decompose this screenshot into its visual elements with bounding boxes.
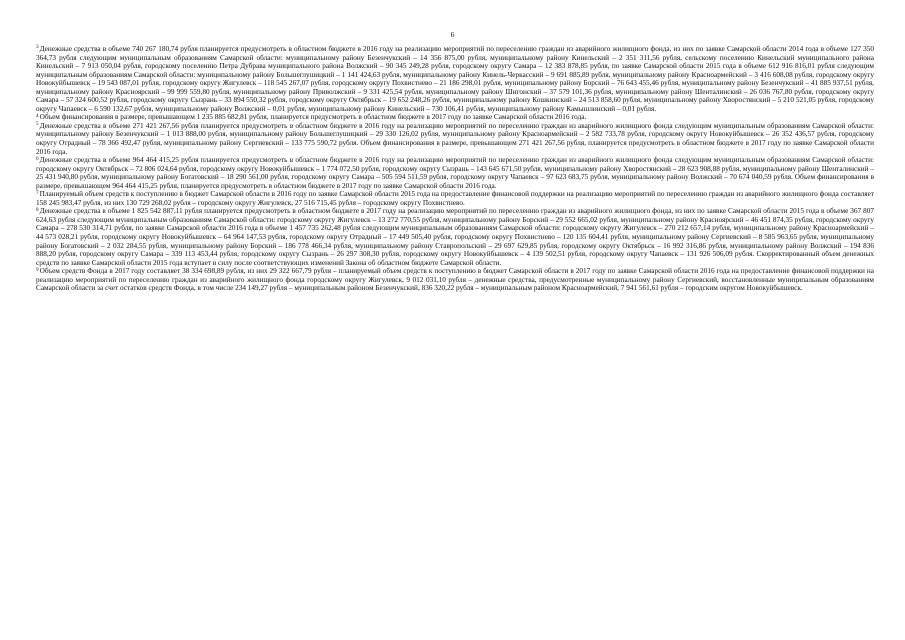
footnote-mark: 9: [36, 266, 39, 273]
footnote-9: [36, 267, 874, 293]
page-number: 6: [450, 30, 455, 39]
footnote-mark: 4: [36, 112, 39, 119]
footnote-mark: 8: [36, 206, 39, 213]
footnote-mark: 5: [36, 121, 39, 128]
footnote-text: Денежные средства в объеме 1 825 542 887,11 рубля планируется предусмотреть в областном бюджете в 2017 году на реализацию мероприятий по переселению граждан из аварийного жилищного фонда, из них по заявке Самарской области 2015 года в объеме 367 807 624,63 рубля следующим муниципальным образованиям Самарской области: городскому округу Жигулевск – 13 272 770,55 рубля, муниципальному району Борский – 29 552 665,02 рубля, муниципальному району Красноярский – 46 451 874,35 рубля, городскому округу Самара – 278 530 314,71 рубля, по заявке Самарской области 2016 года в объеме 1 457 735 262,48 рубля следующим муниципальным образованиям Самарской области: городскому округу Жигулевск – 270 212 657,14 рубля, муниципальному району Красноармейский – 44 573 028,21 рубля, городскому округу Новокуйбышевск – 64 964 147,53 рубля, городскому округу Отрадный – 17 449 505,40 рубля, городскому округу Похвистнево – 120 135 604,41 рубля, муниципальному району Сергиевский – 8 585 963,65 рубля, муниципальному району Богатовский – 2 032 284,55 рубля, муниципальному району Борский – 186 778 466,34 рубля, муниципальному району Ставропольский – 29 697 629,85 рубля, городскому округу Октябрьск – 16 992 316,86 рубля, муниципальному району Волжский – 194 836 888,20 рубля, городскому округу Самара – 339 113 453,44 рубля, городскому округу Сызрань – 26 297 308,30 рубля, городскому округу Новокуйбышевск – 4 139 502,51 рубля, городскому округу Чапаевск – 131 926 506,09 рубля. Скорректированный объем денежных средств по заявке Самарской области 2015 года вступает в силу после соответствующих изменений Закона об областном бюджете Самарской области.: [36, 207, 874, 267]
footnote-3: [36, 45, 874, 113]
footnote-6: [36, 156, 874, 190]
footnote-text: Денежные средства в объеме 964 464 415,25 рубля планируется предусмотреть в областном бюджете в 2016 году на реализацию мероприятий по переселению граждан из аварийного жилищного фонда следующим муниципальным образованиям Самарской области: городскому округу Октябрьск – 72 806 024,64 рубля, городскому округу Новокуйбышевск – 1 774 072,50 рубля, городскому округу Сызрань – 143 645 671,50 рубля, муниципальному району Хворостянский – 28 623 908,88 рубля, муниципальному району Шенталинский – 25 431 940,80 рубля, муниципальному району Богатовский – 18 290 561,00 рубля, городскому округу Самара – 505 594 511,59 рубля, городскому округу Чапаевск – 97 623 683,75 рубля, муниципальному району Волжский – 70 674 040,59 рубля. Объем финансирования в размере, превышающем 964 464 415,25 рубля, планируется предусмотреть в областном бюджете в 2017 году по заявке Самарской области 2016 года.: [36, 156, 874, 190]
footnote-text: Объем средств Фонда в 2017 году составляет 38 334 698,89 рубля, из них 29 322 667,79 рубля – планируемый объем средств к поступлению в бюджет Самарской области в 2017 году по заявке Самарской области 2016 года на предоставление финансовой поддержки на реализацию мероприятий по переселению граждан из аварийного жилищного фонда городскому округу Жигулевск, 9 012 031,10 рубля – денежные средства, предусмотренные муниципальному району Сергиевский, восстановленные муниципальным образованиям Самарской области за счет остатков средств Фонда, в том числе 234 149,27 рубля – муниципальным районом Безенчукский, 836 320,22 рубля – муниципальным районом Красноармейский, 7 941 561,61 рубля – городским округом Новокуйбышевск.: [36, 267, 874, 293]
footnote-4: [36, 113, 874, 122]
footnote-text: Денежные средства в объеме 271 421 267,56 рубля планируется предусмотреть в областном бюджете в 2016 году на реализацию мероприятий по переселению граждан из аварийного жилищного фонда следующим муниципальным образованиям Самарской области: муниципальному району Безенчукский – 1 013 888,00 рубля, муниципальному району Большеглушицкий – 29 330 126,02 рубля, муниципальному району Красноармейский – 2 582 733,78 рубля, городскому округу Новокуйбышевск – 26 352 436,57 рубля, городскому округу Отрадный – 78 366 492,47 рубля, муниципальному району Сергиевский – 133 775 590,72 рубля. Объем финансирования в размере, превышающем 271 421 267,56 рубля, планируется предусмотреть в областном бюджете в 2017 году по заявке Самарской области 2016 года.: [36, 121, 874, 156]
footnotes-block: [36, 45, 874, 293]
footnote-7: [36, 190, 874, 207]
footnote-text: Планируемый объем средств к поступлению в бюджет Самарской области в 2016 году по заявке Самарской области 2015 года на предоставление финансовой поддержки на реализацию мероприятий по переселению граждан из аварийного жилищного фонда составляет 158 245 983,47 рубля, из них 130 729 268,02 рубля – городскому округу Жигулевск, 27 516 715,45 рубля – городскому округу Похвистнево.: [36, 190, 874, 207]
footnote-mark: 6: [36, 155, 39, 162]
footnote-mark: 3: [36, 44, 39, 51]
footnote-text: Объем финансирования в размере, превышающем 1 235 885 682,81 рубля, планируется предусмотреть в областном бюджете в 2017 году по заявке Самарской области 2016 года.: [39, 113, 587, 122]
footnote-8: [36, 207, 874, 267]
footnote-5: [36, 122, 874, 156]
footnote-text: Денежные средства в объеме 740 267 180,74 рубля планируется предусмотреть в областном бюджете в 2016 году на реализацию мероприятий по переселению граждан из аварийного жилищного фонда, из них по заявке Самарской области 2014 года в объеме 127 350 364,73 рубля следующим муниципальным образованиям Самарской области: муниципальному району Безенчукский – 14 356 875,00 рубля, муниципальному району Кинельский – 2 351 311,56 рубля, сельскому поселению Кинельский муниципального района Кинельский – 7 913 050,04 рубля, городскому поселению Петра Дубрава муниципального района Волжский – 90 345 249,28 рубля, городскому округу Самара – 12 383 878,85 рубля, по заявке Самарской области 2015 года в объеме 612 916 816,01 рубля следующим муниципальным образованиям Самарской области: муниципальному району Большеглушицкий – 1 141 424,63 рубля, муниципальному району Кинель-Черкасский – 9 691 885,89 рубля, муниципальному району Красноармейский – 3 416 608,08 рубля, городскому округу Новокуйбышевск – 19 543 087,01 рубля, городскому округу Жигулевск – 118 545 267,07 рубля, городскому округу Похвистнево – 21 186 298,01 рубля, муниципальному району Борский – 76 643 455,46 рубля, муниципальному району Безенчукский – 41 885 937,51 рубля, муниципальному району Красноярский – 99 999 559,80 рубля, муниципальному району Приволжский – 9 331 425,54 рубля, муниципальному району Шигонский – 37 579 101,36 рубля, муниципальному району Шенталинский – 26 036 767,80 рубля, городскому округу Самара – 57 324 600,52 рубля, городскому округу Сызрань – 33 894 550,32 рубля, городскому округу Октябрьск – 19 652 248,26 рубля, муниципальному району Кошкинский – 24 513 858,60 рубля, муниципальному району Хворостянский – 5 210 521,05 рубля, городскому округу Чапаевск – 6 590 132,67 рубля, муниципальному району Волжский – 0,01 рубля, муниципальному району Кинельский – 730 106,41 рубля, муниципальному району Камышлинский – 0,01 рубля.: [36, 45, 874, 113]
footnote-mark: 7: [36, 189, 39, 196]
